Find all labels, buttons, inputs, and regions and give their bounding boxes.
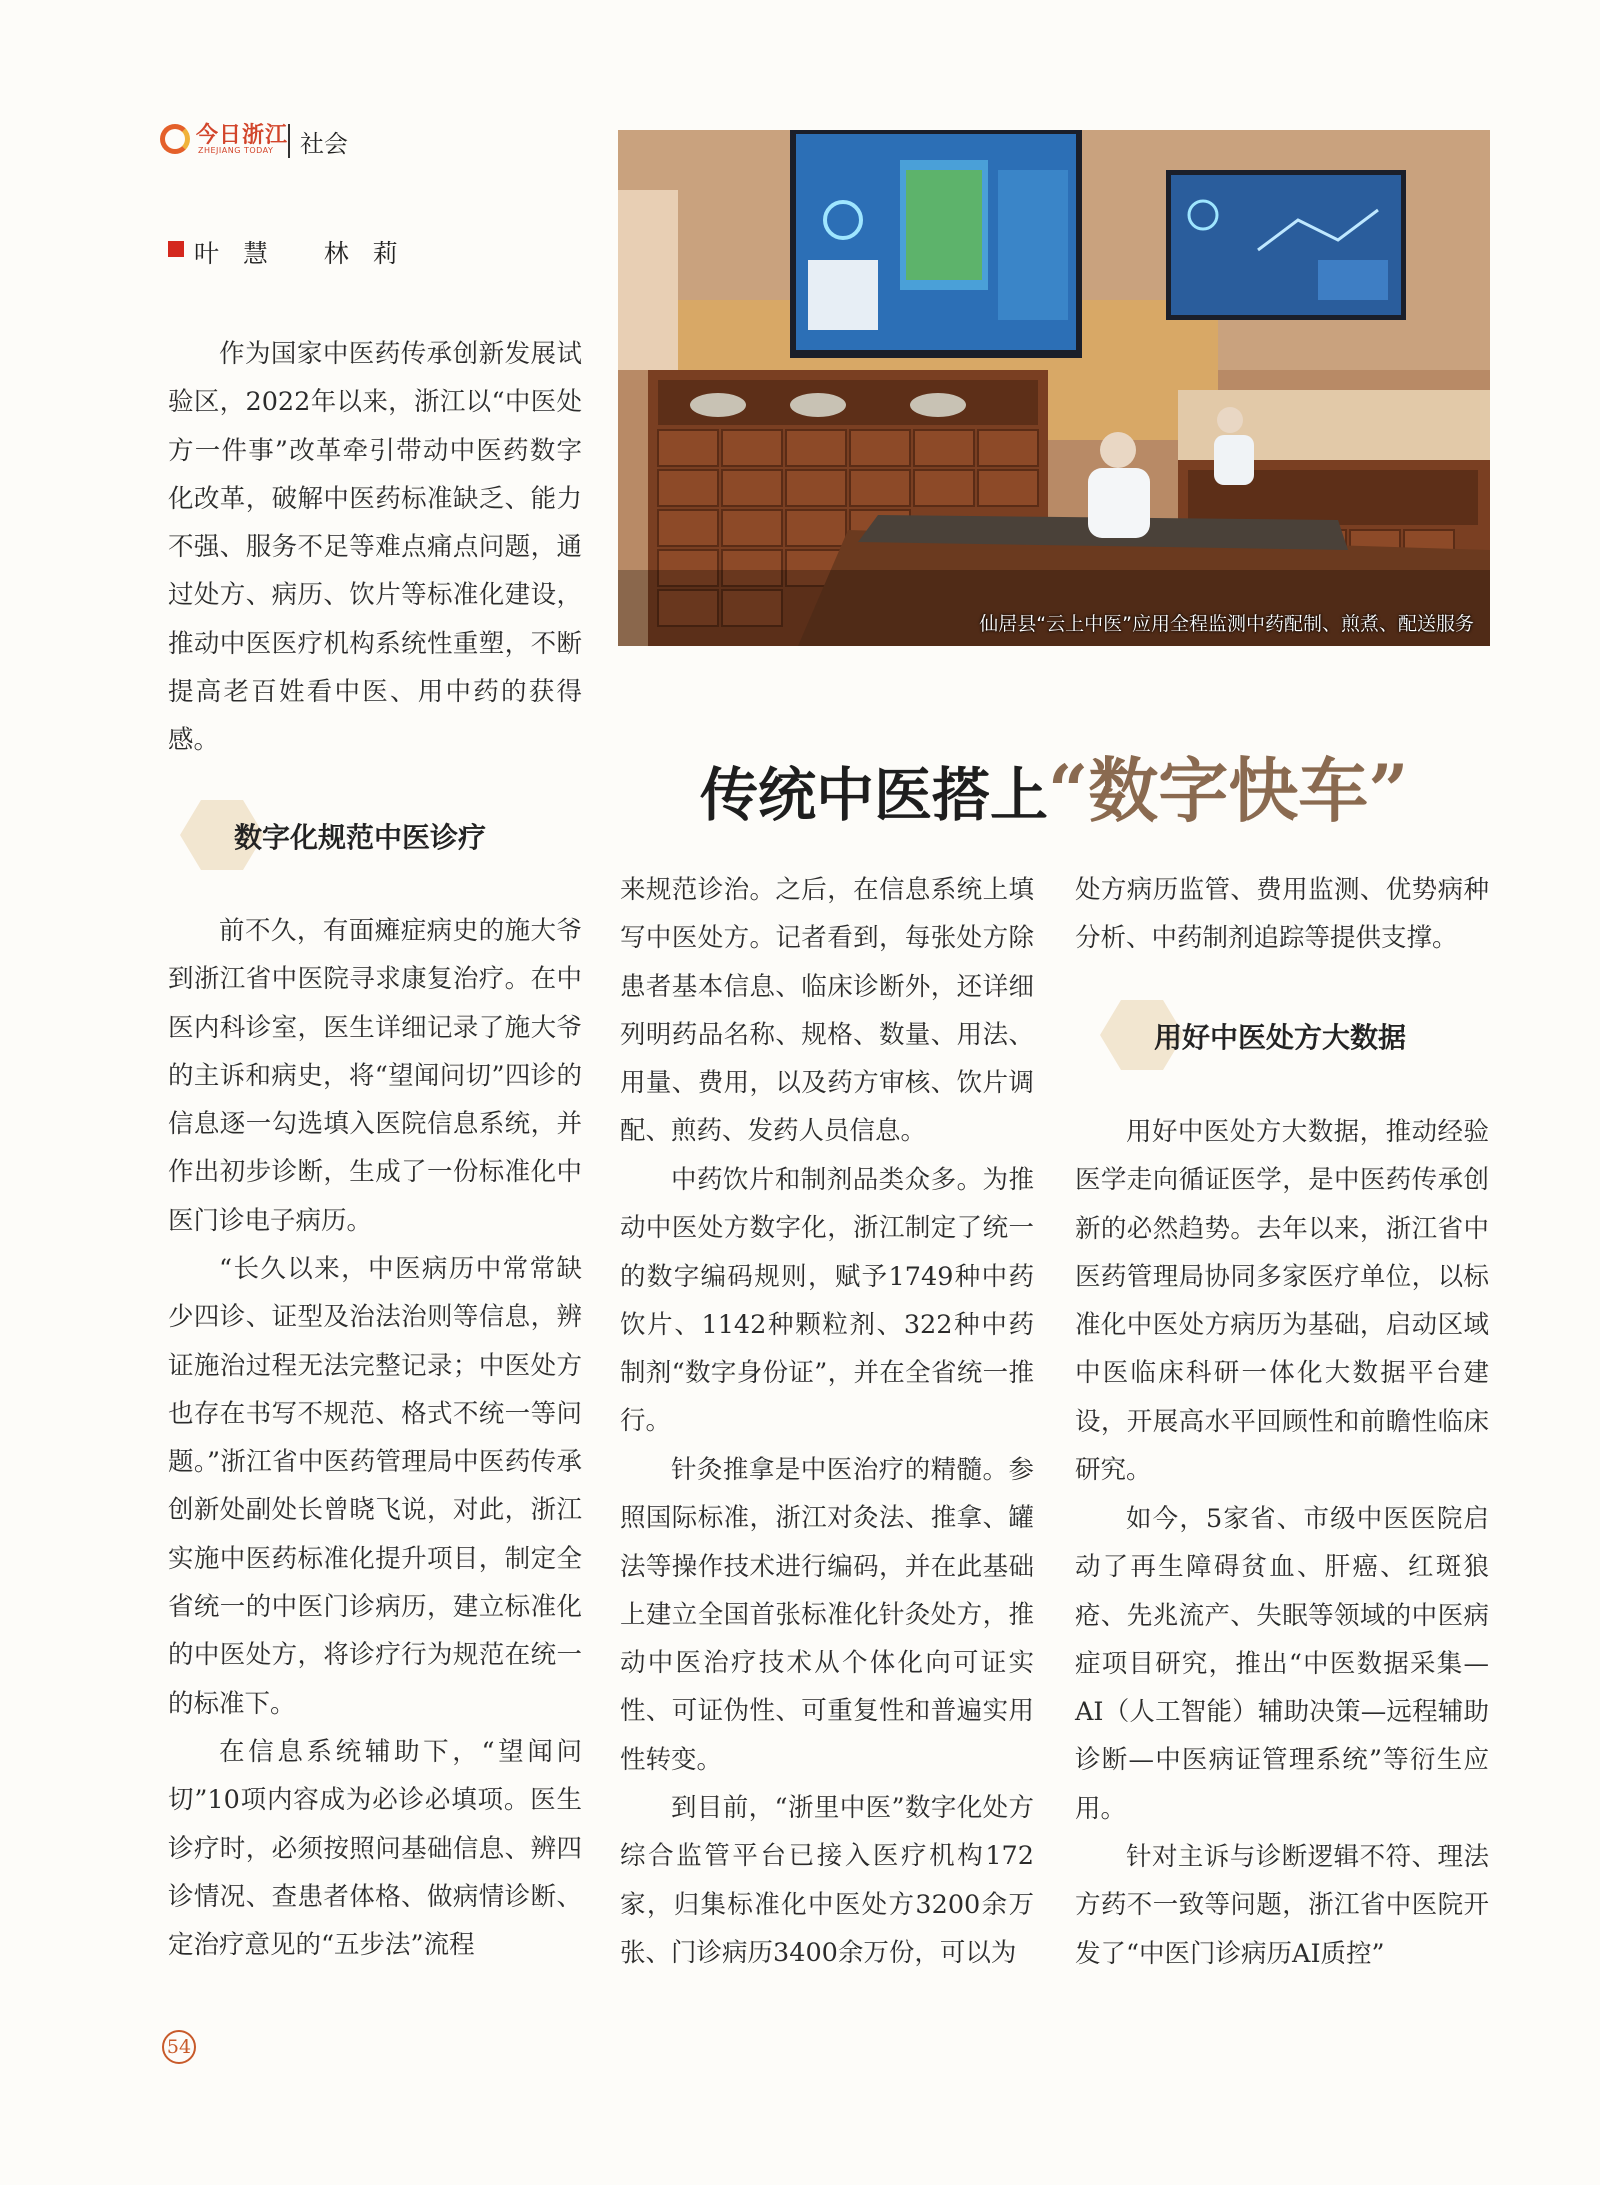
body-paragraph: “长久以来，中医病历中常常缺少四诊、证型及治法治则等信息，辨证施治过程无法完整记录；中医处方也存在书写不规范、格式不统一等问题。”浙江省中医药管理局中医药传承创新处副处长曾晓飞说，对此，浙江实施中医药标准化提升项目，制定全省统一的中医门诊病历，建立标准化的中医处方，将诊疗行为规范在统一的标准下。 — [168, 1254, 582, 1719]
page-number: 54 — [162, 2030, 196, 2064]
intro-paragraph: 作为国家中医药传承创新发展试验区，2022年以来，浙江以“中医处方一件事”改革牵引带动中医药数字化改革，破解中医药标准缺乏、能力不强、服务不足等难点痛点问题，通过处方、病历、饮片等标准化建设，推动中医医疗机构系统性重塑，不断提高老百姓看中医、用中药的获得感。 — [168, 339, 582, 756]
body-paragraph: 到目前，“浙里中医”数字化处方综合监管平台已接入医疗机构172家，归集标准化中医处方3200余万张、门诊病历3400余万份，可以为 — [620, 1793, 1034, 1968]
header-divider — [288, 124, 290, 158]
body-paragraph: 在信息系统辅助下，“望闻问切”10项内容成为必诊必填项。医生诊疗时，必须按照问基础信息、辨四诊情况、查患者体格、做病情诊断、定治疗意见的“五步法”流程 — [168, 1737, 582, 1961]
body-paragraph: 前不久，有面瘫症病史的施大爷到浙江省中医院寻求康复治疗。在中医内科诊室，医生详细记录了施大爷的主诉和病史，将“望闻问切”四诊的信息逐一勾选填入医院信息系统，并作出初步诊断，生成了一份标准化中医门诊电子病历。 — [168, 916, 582, 1236]
subhead-text: 数字化规范中医诊疗 — [234, 821, 487, 854]
publication-logo: 今日浙江 — [196, 122, 289, 148]
body-paragraph: 处方病历监管、费用监测、优势病种分析、中药制剂追踪等提供支撑。 — [1075, 875, 1489, 954]
body-paragraph: 中药饮片和制剂品类众多。为推动中医处方数字化，浙江制定了统一的数字编码规则，赋予1749种中药饮片、1142种颗粒剂、322种中药制剂“数字身份证”，并在全省统一推行。 — [620, 1165, 1034, 1437]
article-headline — [700, 735, 1409, 836]
photo-caption: 仙居县“云上中医”应用全程监测中药配制、煎煮、配送服务 — [979, 613, 1474, 635]
subhead-text: 用好中医处方大数据 — [1154, 1021, 1407, 1054]
body-paragraph: 如今，5家省、市级中医医院启动了再生障碍贫血、肝癌、红斑狼疮、先兆流产、失眠等领域的中医病症项目研究，推出“中医数据采集—AI（人工智能）辅助决策—远程辅助诊断—中医病证管理系统”等衍生应用。 — [1075, 1504, 1489, 1824]
headline-main: 传统中医搭上 — [700, 761, 1049, 829]
byline-marker-icon — [168, 241, 184, 257]
subhead-digital-standard — [180, 800, 560, 870]
body-paragraph: 来规范诊治。之后，在信息系统上填写中医处方。记者看到，每张处方除患者基本信息、临床诊断外，还详细列明药品名称、规格、数量、用法、用量、费用，以及药方审核、饮片调配、煎药、发药人员信息。 — [620, 875, 1034, 1147]
body-paragraph: 针灸推拿是中医治疗的精髓。参照国际标准，浙江对灸法、推拿、罐法等操作技术进行编码，并在此基础上建立全国首张标准化针灸处方，推动中医治疗技术从个体化向可证实性、可证伪性、可重复性和普遍实用性转变。 — [620, 1455, 1034, 1775]
subhead-big-data — [1100, 1000, 1480, 1070]
section-label: 社会 — [300, 130, 348, 158]
headline-accent: “数字快车” — [1048, 749, 1409, 832]
body-paragraph: 用好中医处方大数据，推动经验医学走向循证医学，是中医药传承创新的必然趋势。去年以来，浙江省中医药管理局协同多家医疗单位，以标准化中医处方病历为基础，启动区域中医临床科研一体化大数据平台建设，开展高水平回顾性和前瞻性临床研究。 — [1075, 1117, 1489, 1486]
byline: 叶 慧 林 莉 — [194, 239, 406, 268]
body-paragraph: 针对主诉与诊断逻辑不符、理法方药不一致等问题，浙江省中医院开发了“中医门诊病历AI质控” — [1075, 1842, 1489, 1969]
publication-logo-en: ZHEJIANG TODAY — [198, 146, 274, 155]
logo-icon — [160, 124, 190, 154]
article-photo — [618, 130, 1490, 646]
